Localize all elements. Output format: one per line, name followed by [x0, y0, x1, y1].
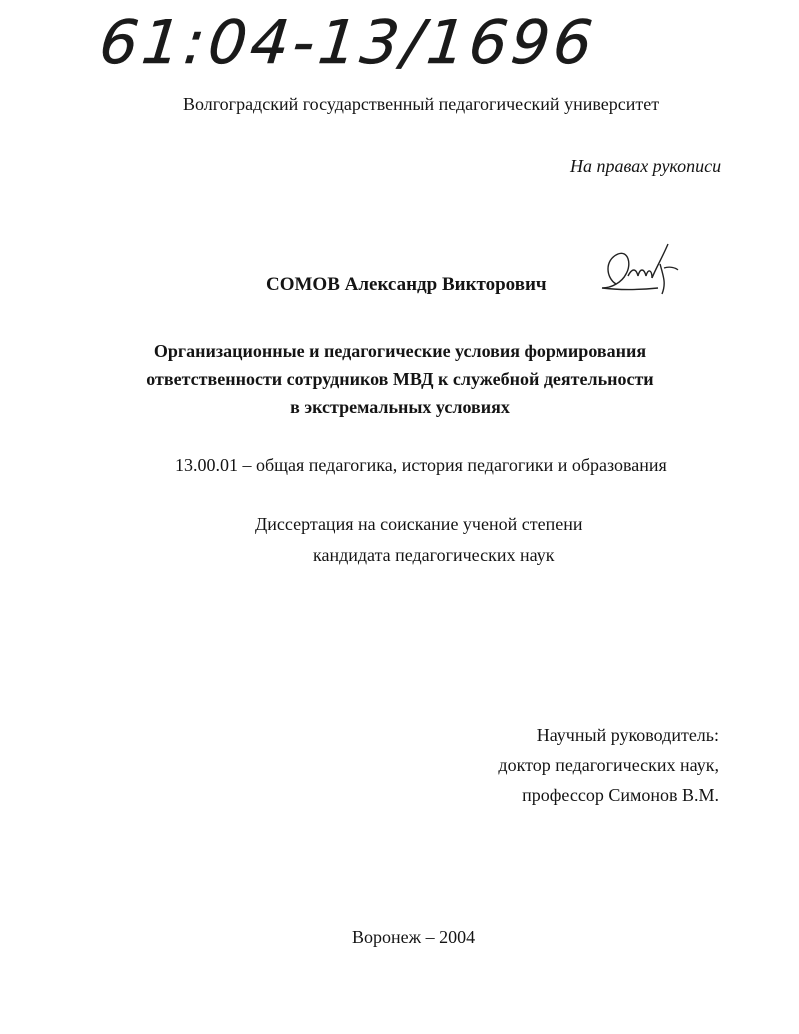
supervisor-line: Научный руководитель: — [536, 725, 719, 745]
handwritten-catalog-code: 61:04-13/1696 — [96, 8, 600, 78]
supervisor-line: профессор Симонов В.М. — [522, 785, 719, 805]
degree-statement-line2: кандидата педагогических наук — [313, 545, 555, 565]
city-year: Воронеж – 2004 — [352, 927, 476, 947]
author-name: СОМОВ Александр Викторович — [266, 274, 547, 295]
supervisor-line: доктор педагогических наук, — [498, 755, 719, 775]
title-line: Организационные и педагогические условия формирования — [153, 341, 647, 361]
degree-statement-line1: Диссертация на соискание ученой степени — [255, 514, 583, 534]
title-line: в экстремальных условиях — [290, 397, 510, 417]
dissertation-title — [120, 337, 680, 421]
scientific-supervisor — [498, 720, 719, 810]
title-line: ответственности сотрудников МВД к служебной деятельности — [146, 369, 654, 389]
specialty-code: 13.00.01 – общая педагогика, история педагогики и образования — [175, 455, 667, 475]
author-signature-icon — [588, 238, 688, 308]
manuscript-rights-note: На правах рукописи — [570, 156, 722, 176]
university-name: Волгоградский государственный педагогический университет — [183, 94, 660, 114]
